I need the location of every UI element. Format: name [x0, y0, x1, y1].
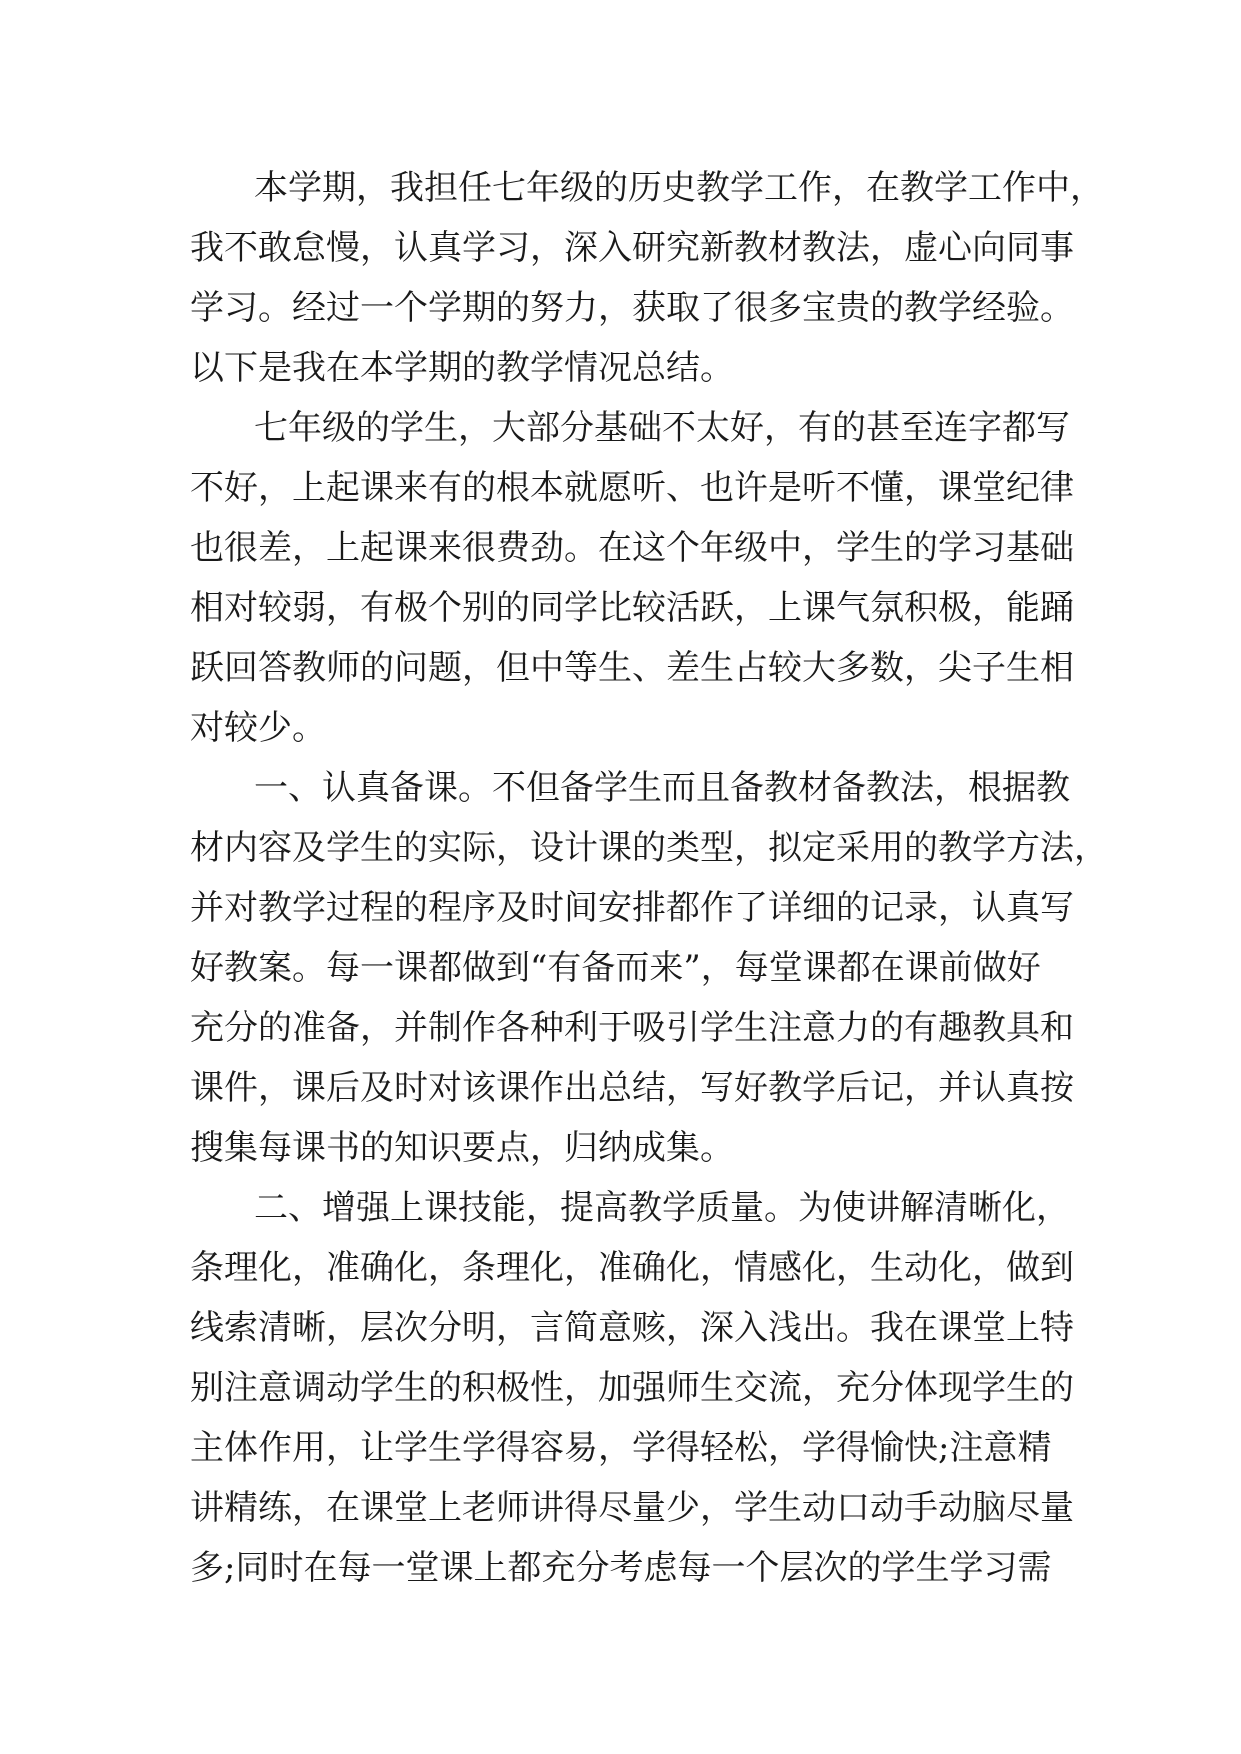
text-line: 搜集每课书的知识要点，归纳成集。	[190, 1128, 734, 1168]
text-line: 别注意调动学生的积极性，加强师生交流，充分体现学生的	[190, 1368, 1074, 1408]
text-line: 充分的准备，并制作各种利于吸引学生注意力的有趣教具和	[190, 1008, 1074, 1048]
text-line: 二、增强上课技能，提高教学质量。为使讲解清晰化，	[254, 1188, 1070, 1228]
text-line: 课件，课后及时对该课作出总结，写好教学后记，并认真按	[190, 1068, 1074, 1108]
text-line: 多;同时在每一堂课上都充分考虑每一个层次的学生学习需	[190, 1548, 1052, 1588]
text-line: 主体作用，让学生学得容易，学得轻松，学得愉快;注意精	[190, 1428, 1052, 1468]
text-line: 相对较弱，有极个别的同学比较活跃，上课气氛积极，能踊	[190, 588, 1074, 628]
text-line: 线索清晰，层次分明，言简意赅，深入浅出。我在课堂上特	[190, 1308, 1074, 1348]
text-line: 条理化，准确化，条理化，准确化，情感化，生动化，做到	[190, 1248, 1074, 1288]
text-line: 跃回答教师的问题，但中等生、差生占较大多数，尖子生相	[190, 648, 1074, 688]
text-line: 并对教学过程的程序及时间安排都作了详细的记录，认真写	[190, 888, 1074, 928]
text-line: 我不敢怠慢，认真学习，深入研究新教材教法，虚心向同事	[190, 228, 1074, 268]
text-line: 也很差，上起课来很费劲。在这个年级中，学生的学习基础	[190, 528, 1074, 568]
text-line: 一、认真备课。不但备学生而且备教材备教法，根据教	[254, 768, 1070, 808]
text-line: 以下是我在本学期的教学情况总结。	[190, 348, 734, 388]
text-line: 学习。经过一个学期的努力，获取了很多宝贵的教学经验。	[190, 288, 1074, 328]
text-line: 好教案。每一课都做到“有备而来”，每堂课都在课前做好	[190, 948, 1041, 988]
text-line: 七年级的学生，大部分基础不太好，有的甚至连字都写	[254, 408, 1070, 448]
text-line: 本学期，我担任七年级的历史教学工作，在教学工作中，	[254, 168, 1104, 208]
text-line: 材内容及学生的实际，设计课的类型，拟定采用的教学方法，	[190, 828, 1108, 868]
text-line: 不好，上起课来有的根本就愿听、也许是听不懂，课堂纪律	[190, 468, 1074, 508]
text-line: 讲精练，在课堂上老师讲得尽量少，学生动口动手动脑尽量	[190, 1488, 1074, 1528]
text-line: 对较少。	[190, 708, 326, 748]
